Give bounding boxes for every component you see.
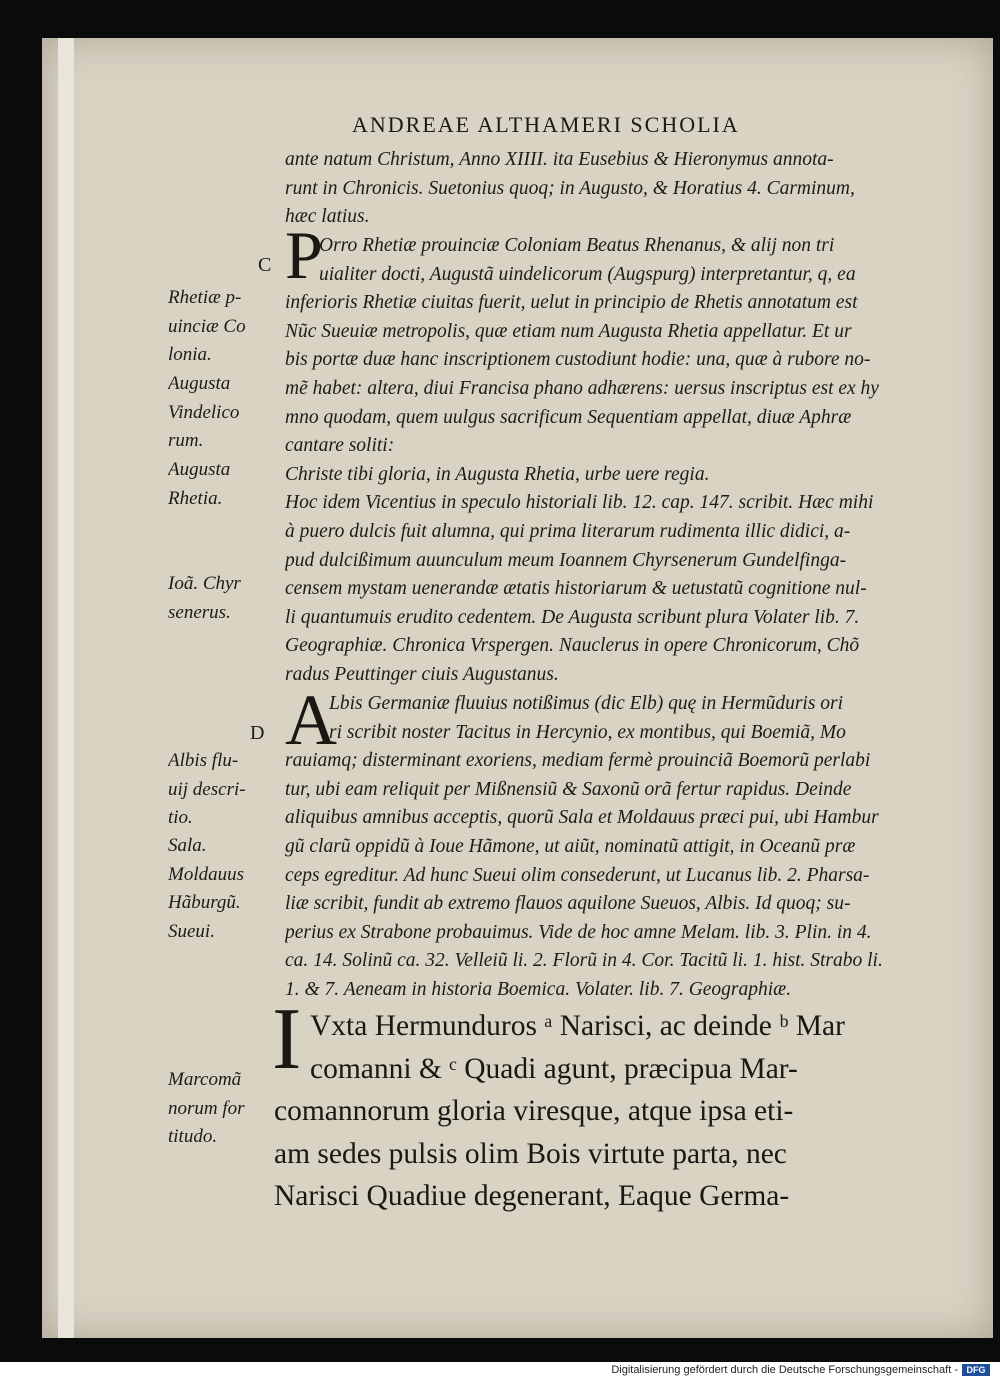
text-line: ante natum Christum, Anno XIIII. ita Eusebius & Hieronymus annota-: [285, 149, 834, 170]
text-line: censem mystam uenerandæ ætatis historiarum & uetustatũ cognitione nul-: [285, 578, 867, 600]
running-head: ANDREAE ALTHAMERI SCHOLIA: [352, 112, 740, 137]
margin-letter-d: D: [250, 722, 265, 744]
margin-line: lonia.: [168, 344, 212, 365]
text-line: pud dulcißimum auunculum meum Ioannem Chyrsenerum Gundelfinga-: [285, 549, 847, 571]
text-line: à puero dulcis fuit alumna, qui prima literarum rudimenta illic didici, a-: [285, 520, 851, 542]
text-line: Geographiæ. Chronica Vrspergen. Nauclerus in opere Chronicorum, Chõ: [285, 635, 860, 657]
margin-line: Rhetiæ p-: [168, 287, 242, 308]
margin-note-marcomanni: [168, 1066, 278, 1152]
text-line: tur, ubi eam reliquit per Mißnensiũ & Saxonũ orã fertur rapidus. Deinde: [285, 778, 852, 800]
text-line: comannorum gloria viresque, atque ipsa eti-: [274, 1095, 794, 1127]
margin-letter-c: C: [258, 254, 272, 276]
text-line: perius ex Strabone probauimus. Vide de hoc amne Melam. lib. 3. Plin. in 4.: [285, 921, 872, 943]
margin-line: Hãburgũ.: [168, 892, 241, 913]
text-line: li quantumuis erudito cedentem. De Augusta scribunt plura Volater lib. 7.: [285, 606, 860, 628]
text-line: gũ clarũ oppidũ à Ioue Hãmone, ut aiũt, nominatũ attigit, in Oceanũ præ: [285, 835, 856, 857]
text-line: radus Peuttinger ciuis Augustanus.: [285, 663, 559, 685]
margin-note-rivers: [168, 832, 278, 946]
text-line: am sedes pulsis olim Bois virtute parta, nec: [274, 1137, 787, 1170]
text-line: cantare soliti:: [285, 435, 395, 457]
text-line: bis portæ duæ hanc inscriptionem custodiunt hodie: una, quæ à rubore no-: [285, 349, 871, 371]
text-line: inferioris Rhetiæ ciuitas fuerit, uelut in principio de Rhetis annotatum est: [285, 292, 858, 314]
margin-line: tio.: [168, 807, 193, 828]
margin-line: uinciæ Co: [168, 315, 246, 337]
margin-line: Augusta: [168, 373, 231, 394]
margin-line: Rhetia.: [168, 487, 223, 509]
drop-cap-p: P: [285, 217, 323, 293]
section-2: [285, 232, 940, 690]
text-line: liæ scribit, fundit ab extremo flauos aquilone Sueuos, Albis. Id quoq; su-: [285, 893, 851, 915]
text-line: rauiamq; disterminant exoriens, mediam fermè prouinciã Boemorũ perlabi: [285, 750, 871, 772]
margin-note-rhetia: [168, 284, 278, 370]
section-4: [274, 1005, 934, 1218]
margin-line: titudo.: [168, 1126, 218, 1147]
margin-line: Sueui.: [168, 920, 215, 942]
drop-cap-i: I: [272, 991, 302, 1088]
text-line: Orro Rhetiæ prouinciæ Coloniam Beatus Rhenanus, & alij non tri: [319, 235, 835, 256]
margin-line: norum for: [168, 1097, 245, 1119]
margin-line: Ioã. Chyr: [168, 573, 241, 594]
margin-note-albis: [168, 747, 278, 833]
text-line: 1. & 7. Aeneam in historia Boemica. Volater. lib. 7. Geographiæ.: [285, 978, 792, 1000]
text-line: aliquibus amnibus acceptis, quorũ Sala et Moldauus præci pui, ubi Hambur: [285, 807, 879, 829]
footer-credit: Digitalisierung gefördert durch die Deutsche Forschungsgemeinschaft -: [611, 1364, 958, 1376]
text-line: Christe tibi gloria, in Augusta Rhetia, urbe uere regia.: [285, 463, 710, 485]
text-line: Lbis Germaniæ fluuius notißimus (dic Elb) quę in Hermũduris ori: [329, 693, 844, 714]
margin-line: senerus.: [168, 601, 231, 623]
text-line: uialiter docti, Augustã uindelicorum (Augspurg) interpretantur, q, ea: [319, 263, 856, 285]
margin-line: Sala.: [168, 835, 207, 856]
text-line: ca. 14. Solinũ ca. 32. Velleiũ li. 2. Florũ in 4. Cor. Tacitũ li. 1. hist. Strabo li.: [285, 950, 883, 972]
dfg-logo: DFG: [962, 1364, 990, 1376]
text-line: mẽ habet: altera, diui Francisa phano adhærens: uersus inscriptus est ex hy: [285, 377, 879, 399]
margin-line: Moldauus: [168, 863, 244, 885]
text-line: hæc latius.: [285, 206, 370, 228]
section-3: [285, 680, 940, 1005]
text-line: ri scribit noster Tacitus in Hercynio, ex montibus, qui Boemiã, Mo: [329, 721, 846, 743]
text-line: Narisci Quadiue degenerant, Eaque Germa-: [274, 1180, 790, 1212]
page-edge: [58, 38, 74, 1338]
margin-line: Marcomã: [168, 1069, 242, 1090]
text-line: mno quodam, quem uulgus sacrificum Sequentiam appellat, diuæ Aphræ: [285, 406, 852, 428]
margin-line: Augusta: [168, 459, 231, 480]
text-line: ceps egreditur. Ad hunc Sueui olim consederunt, ut Lucanus lib. 2. Pharsa-: [285, 864, 870, 886]
margin-line: rum.: [168, 430, 204, 451]
margin-note-chyrsenerus: [168, 570, 278, 627]
section-1: [285, 146, 940, 232]
text-line: Nũc Sueuiæ metropolis, quæ etiam num Augusta Rhetia appellatur. Et ur: [285, 320, 852, 342]
margin-note-augusta-rhetia: [168, 456, 278, 513]
margin-line: uij descri-: [168, 778, 246, 800]
drop-cap-a: A: [285, 680, 337, 760]
margin-line: Albis flu-: [168, 750, 239, 771]
text-line: Vxta Hermunduros ᵃ Narisci, ac deinde ᵇ Mar: [310, 1010, 845, 1042]
text-line: Hoc idem Vicentius in speculo historiali lib. 12. cap. 147. scribit. Hæc mihi: [285, 492, 874, 514]
margin-note-vindelicorum: [168, 370, 278, 456]
margin-line: Vindelico: [168, 401, 240, 423]
text-line: runt in Chronicis. Suetonius quoq; in Augusto, & Horatius 4. Carminum,: [285, 177, 855, 199]
text-line: comanni & ᶜ Quadi agunt, præcipua Mar-: [310, 1052, 798, 1085]
